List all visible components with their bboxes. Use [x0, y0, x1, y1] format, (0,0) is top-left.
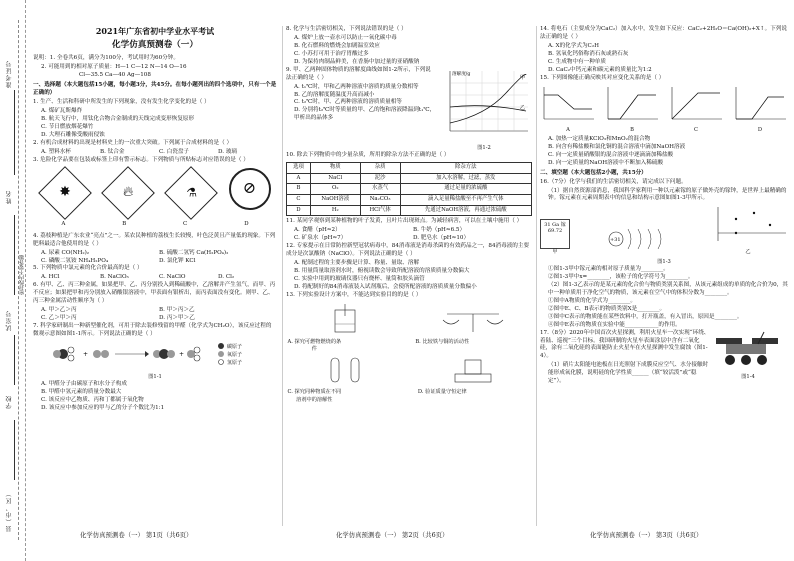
strip-label-school: 学校: [6, 395, 13, 409]
experiment-d: [414, 356, 532, 404]
column-divider: [536, 26, 537, 526]
option: A. 甲＞乙＞丙: [41, 307, 77, 314]
option: D. 分别将t₂℃时等质量的甲、乙的饱和溶液降温到t₁℃，甲析出的晶体多: [294, 107, 436, 122]
separation-table: [286, 162, 532, 216]
option: D. 为保持肉制品鲜美，在香肠中加过量的亚硝酸钠: [294, 58, 420, 65]
page-footer: 化学仿真预测卷（一） 第3页（共6页）: [590, 531, 703, 539]
valence-chart: [708, 205, 788, 256]
valence-class-graph-icon: [708, 205, 788, 245]
solubility-chart: [436, 67, 532, 152]
experiment-label: A. 探究可燃物燃烧的条件: [287, 339, 342, 353]
question-10: 10. 除去下列物质中的少量杂质，所用的除杂方法不正确的是（ ）: [286, 152, 450, 158]
strip-label-name: 姓名: [6, 190, 13, 204]
figure-caption: 图1-2: [477, 144, 491, 151]
solubility-curve-svg: [436, 67, 532, 141]
strip-fill-line: [14, 90, 15, 175]
option: D. 大理石雕像受酸雨侵蚀: [41, 132, 105, 138]
options-row: [33, 250, 277, 266]
graph-b: [604, 85, 660, 134]
scale-apparatus-icon: [433, 356, 513, 386]
table-header-row: [287, 162, 532, 173]
option: D. 将配制好的84消毒液装入试剂瓶后，会使所配溶液的溶质质量分数偏小: [294, 283, 477, 290]
option: D. 氯化钾 KCl: [159, 257, 196, 264]
column-divider: [282, 26, 283, 526]
option: D. 向一定质量的NaOH溶液中不断加入稀硫酸: [548, 159, 664, 166]
sub-question: （1）硝片太阳能电池板在日光照射下成膜反应空气、水分接触时能形成氧化膜，说明硅的化学性质______（填“较活泼”或“稳定”）。: [548, 362, 709, 385]
question-17-block: [540, 330, 788, 387]
column-2: [286, 26, 532, 406]
option: A. 煤炉上放一壶水可以防止一氧化碳中毒: [294, 34, 397, 41]
legend-carbon: 碳原子: [227, 343, 243, 350]
graph-options: [540, 85, 788, 134]
table-row: C NaOH溶液 Na₂CO₃ 滴入足量稀盐酸至不再产生气体: [287, 194, 532, 205]
option: C. 矿泉水（pH≈7）: [294, 235, 347, 242]
exam-subtitle: 化学仿真预测卷（一）: [112, 40, 198, 51]
option: D. 玻璃: [218, 148, 238, 155]
graph-label: B: [630, 126, 634, 133]
flammable-sign-icon: 🔥︎: [101, 166, 155, 220]
option: C. 白瓷盘子: [159, 148, 190, 155]
table-row: B O₂ 水蒸气 通过足量的浓硫酸: [287, 184, 532, 195]
option: C. 向一定质量硝酸银的混合溶液中逐滴滴加稀盐酸: [548, 151, 674, 158]
instruction-line: Cl—35.5 Ca—40 Ag—108: [79, 72, 151, 79]
option: D. 该反应中参加反应的甲与乙的分子个数比为1:1: [41, 405, 165, 411]
option: C. 小苏打可用于治疗胃酸过多: [294, 50, 369, 57]
test-tubes-icon: [305, 356, 385, 386]
label: C: [183, 220, 188, 227]
question-9-text: [286, 67, 436, 152]
option: D. Cl₂: [218, 274, 235, 281]
option: D. CaC₂中钙元素和碳元素的质量比为1:2: [548, 66, 652, 73]
experiment-a: [286, 302, 404, 354]
column-header: 选项: [287, 162, 311, 173]
option: C. 该反应中乙物质、丙和丁都属于氧化物: [41, 397, 144, 404]
experiment-b: [414, 302, 532, 354]
options-row: [33, 307, 277, 323]
experiment-row: [286, 356, 532, 404]
label: A: [61, 220, 66, 227]
column-1: [33, 26, 277, 413]
option: C. 磷酸二氢铵 NH₄H₂PO₄: [41, 257, 109, 264]
question-17-text: [540, 330, 710, 387]
instruction-line: 2. 可能用到的相对原子质量：H—1 C—12 N—14 O—16: [41, 63, 187, 70]
series-label-yi: 乙: [520, 104, 526, 111]
sub-question: （2）图1-3乙表示的是某元素的化合价与物质类别关系图，从该元素组成的单质的化合价为0，其中一种单质用于净化空气的物质，该元素在空气中的体积分数为________。: [548, 281, 788, 296]
question-8: 8. 化学与生活密切相关，下列说法错误的是（ ）: [286, 26, 407, 32]
atomic-structure-icon: [604, 221, 674, 257]
no-smoking-sign-icon: ⊘: [229, 168, 271, 210]
svg-text:+31: +31: [610, 236, 621, 243]
option: B. 甲醛中氢元素的质量分数最大: [41, 389, 122, 396]
option: A. 甲醛分子由碳原子和水分子构成: [41, 381, 127, 388]
mars-rover-figure: [710, 330, 786, 387]
question-14: 14. 将电石（主要成分为CaC₂）加入水中，发生如下反应：CaC₂+2H₂O＝Ca(OH)₂+X↑。下列说法正确的是（ ）: [540, 26, 787, 40]
option: C. 乙＞甲＞丙: [41, 315, 77, 322]
flask-apparatus-icon: [305, 302, 385, 336]
svg-text:+: +: [83, 350, 89, 358]
question-9: 9. 甲、乙两种固体物质的溶解度曲线如图1-2所示，下列说法正确的是（ ）: [286, 66, 431, 81]
figure-caption: 图1-3: [657, 258, 671, 265]
explosive-sign-icon: ✸: [38, 166, 92, 220]
figure-caption: 图1-4: [741, 373, 755, 380]
figure-1-3: [540, 205, 788, 256]
graph-label: D: [757, 126, 763, 133]
option: A. 加热一定质量KClO₃和MnO₂的混合物: [548, 135, 651, 142]
seal-note: 密封线内不要答题: [19, 255, 25, 295]
option: C. 生成物中有一种单质: [548, 58, 606, 65]
sub-question: ②图1-3甲中x=________，该粒子的化学符号为________。: [548, 274, 694, 280]
element-block: [540, 219, 570, 256]
label: B: [122, 220, 127, 227]
option: B. 钛合金: [100, 148, 125, 155]
svg-text:+: +: [179, 350, 185, 358]
legend-hydrogen: 氢原子: [227, 359, 243, 366]
label: D: [244, 220, 249, 227]
hazard-signs: [33, 168, 277, 218]
experiment-label: C. 探究同种物质在不同溶剂中的溶解性: [287, 389, 342, 403]
options-row: [286, 227, 532, 243]
mars-rover-icon: [712, 330, 784, 370]
column-header: 杂质: [360, 162, 400, 173]
page-footer: 化学仿真预测卷（一） 第2页（共6页）: [336, 531, 449, 539]
option: B. 牛奶（pH≈6.5）: [413, 227, 466, 234]
option: A. 配制过程的主要步骤是计算、称量、量取、溶解: [294, 259, 420, 266]
strip-label-county: 县（市、区）: [6, 490, 13, 532]
question-4: 4. 荔枝种植是广东农业“亮点”之一。某农民种植的荔枝生长较慢，叶色泛黄且产量低的现象。下列肥料最适合他使用的是（ ）: [33, 232, 276, 247]
strip-label-room: 试室号: [6, 310, 13, 331]
strip-fill-line: [14, 335, 15, 385]
option: B. 化石燃料的燃烧会加剧温室效应: [294, 42, 380, 49]
page-footer: 化学仿真预测卷（一） 第1页（共6页）: [80, 531, 193, 539]
option: A. 塑料水杯: [41, 148, 71, 155]
sub-question: ②图中E、C、B表示的物质类别X是________。: [548, 305, 666, 312]
options-row: [33, 149, 277, 157]
periodic-cell: 31 Ga 镓 69.72: [540, 219, 570, 249]
table-row: D H₂ HCl气体 先通过NaOH溶液，再通过浓硫酸: [287, 205, 532, 216]
graph-label: A: [566, 126, 570, 133]
sub-question: ③图中C表示的物质能在某些饮料中，打开瓶盖，有入冒出，原因是________。: [548, 313, 743, 320]
question-7: 7. 科学家研制出一种新型催化剂，可用于除去装修残留的甲醛（化学式为CH₂O），该反应过程的微观示意图如图1-1所示。下列说法正确的是（ ）: [33, 323, 272, 337]
table-row: A NaCl 泥沙 加入水溶解，过滤，蒸发: [287, 173, 532, 184]
option: A. 食醋（pH≈2）: [294, 227, 341, 234]
question-16-intro: （1）据自然资源部消息，我国科学家利用一种以元素镓的原子做外壳的镓钟，是世界上最精确的钟。镓元素在元素周期表中的信息和结构示意图如图1-3甲所示。: [548, 187, 787, 202]
question-17: 17.（8分）2020年中国首次火星探测，利用火星车一次实现“环绕、着陆、巡视”三个目标。我国研制的火星车表面涂层中含有二氧化硅，涂有二氧化硅的表面能防止火星车在火星探测中发生腐蚀（图1-4）。: [540, 329, 710, 360]
option: C. 节日燃放烟花爆竹: [41, 124, 94, 131]
series-label-jia: 甲: [520, 74, 526, 81]
sub-figure-label: 乙: [745, 249, 751, 256]
option: A. 煤矿瓦斯爆炸: [41, 108, 83, 115]
option: D. 肥皂水（pH≈10）: [413, 235, 470, 242]
column-header: 物质: [310, 162, 360, 173]
molecule-diagram: [33, 340, 277, 370]
question-9-block: [286, 67, 532, 152]
option: A. HCl: [41, 274, 60, 281]
option: A. X的化学式为C₂H: [548, 42, 599, 49]
option: B. NaClO₃: [100, 274, 129, 281]
question-5: 5. 下列物质中氯元素的化合价最高的是（ ）: [33, 265, 143, 272]
question-16: 16.（7分）化学与我们的生活密切相关，请完成以下问题。: [540, 178, 687, 185]
option: C. NaClO: [159, 274, 186, 281]
question-13: 13. 下列实验设计方案中，不能达到实验目的的是（ ）: [286, 291, 422, 298]
question-1: 1. 生产、生活和科研中所发生的下列现象，没有发生化学变化的是（ ）: [33, 99, 210, 106]
sub-question: ④图中E表示的物质在实验中能____________的作用。: [548, 321, 681, 328]
column-header: 除杂方法: [400, 162, 531, 173]
option: A. t₁℃时，甲和乙两种溶液中溶质的质量分数相等: [294, 83, 419, 90]
option: C. t₂℃时，甲、乙两种溶液的溶质质量相等: [294, 99, 402, 106]
option: B. 用量筒量取溶剂水时，俯视读数会导致所配溶液的溶质质量分数偏大: [294, 267, 470, 274]
instruction-line: 说明：1. 全卷共6页，满分为100分，考试用时为60分钟。: [33, 54, 179, 61]
option: B. 乙的溶解度随温度升高而减小: [294, 91, 375, 98]
exam-title: 2021年广东省初中学业水平考试: [95, 26, 215, 36]
experiment-row: [286, 302, 532, 354]
section-heading: 二、填空题（本大题包括2小题，共15分）: [540, 169, 647, 176]
question-11: 11. 某同学观察到某种植物的叶子发黄，且叶片出现斑点。为减轻病害，可以在土壤中施用（ ）: [286, 218, 523, 225]
experiment-label: D. 验证质量守恒定律: [417, 389, 467, 396]
option: B. 氢氧化钙俗称消石灰或熟石灰: [548, 50, 629, 57]
option: A. 尿素 CO(NH₂)₂: [41, 249, 90, 256]
graph-c: [668, 85, 724, 134]
section-heading: 一、选择题（本大题包括15小题，每小题3分，共45分。在每小题列出的四个选项中，只有一个是正确的）: [33, 82, 277, 97]
sub-figure-label: 甲: [552, 249, 558, 256]
graph-a: [540, 85, 596, 134]
option: C. 实验中用到的玻璃仪器只有烧杯、量筒和胶头滴管: [294, 275, 425, 282]
corrosive-sign-icon: ⚗: [164, 166, 218, 220]
sub-question: ①图1-3甲中镓元素的相对原子质量为________。: [548, 266, 669, 273]
graph-d: [732, 85, 788, 134]
question-2: 2. 有机合成材料的出现是材料史上的一次重大突破。下列属于合成材料的是（ ）: [33, 139, 233, 146]
experiment-label: B. 比较铁与铜的活动性: [415, 339, 470, 346]
experiment-c: [286, 356, 404, 404]
strip-fill-line: [14, 420, 15, 480]
option: D. 丙＞甲＞乙: [159, 315, 195, 322]
option: B. 航天飞行中，用钛化合物合金制成的天线完成变形恢复原形: [41, 116, 195, 123]
sub-question: ①图中A物质的化学式为________。: [548, 297, 636, 304]
legend-oxygen: 氧原子: [227, 351, 243, 358]
strip-fill-line: [14, 215, 15, 295]
question-15: 15. 下列图像能正确反映其对应变化关系的是（ ）: [540, 74, 665, 81]
ylabel: 溶解度/g: [452, 71, 471, 77]
option: B. 向含有稀盐酸和氯化铜的混合溶液中滴加NaOH溶液: [548, 143, 686, 150]
strip-label-admission-no: 准考证号: [6, 60, 13, 88]
question-6: 6. 有甲、乙、丙三种金属，如果把甲、乙、丙分别投入到稀硫酸中，乙溶解并产生氢气，而甲、丙不反应；如果把甲和丙分别放入硝酸银溶液中，甲表面有银析出，而丙表面没有变化。则甲、乙、丙三种金属活动性顺序为（ ）: [33, 282, 276, 305]
column-3: [540, 26, 788, 386]
balance-apparatus-icon: [433, 302, 513, 336]
question-3: 3. 危险化学品要在包装或标签上印有警示标志。下列物质与所贴标志对应错误的是（ ）: [33, 156, 249, 163]
option: B. 甲＞丙＞乙: [159, 307, 195, 314]
question-12: 12. 专家提示在日常防控新型冠状病毒中，84消毒液是消毒杀菌的有效药品之一，84消毒液的主要成分是次氯酸钠（NaClO）。下列说法正确的是（ ）: [286, 243, 530, 258]
graph-label: C: [694, 126, 698, 133]
option: B. 硫酸二氢钙 Ca(H₂PO₄)₂: [159, 249, 229, 256]
hazard-labels: [33, 221, 277, 229]
figure-caption: 图1-1: [148, 373, 162, 380]
